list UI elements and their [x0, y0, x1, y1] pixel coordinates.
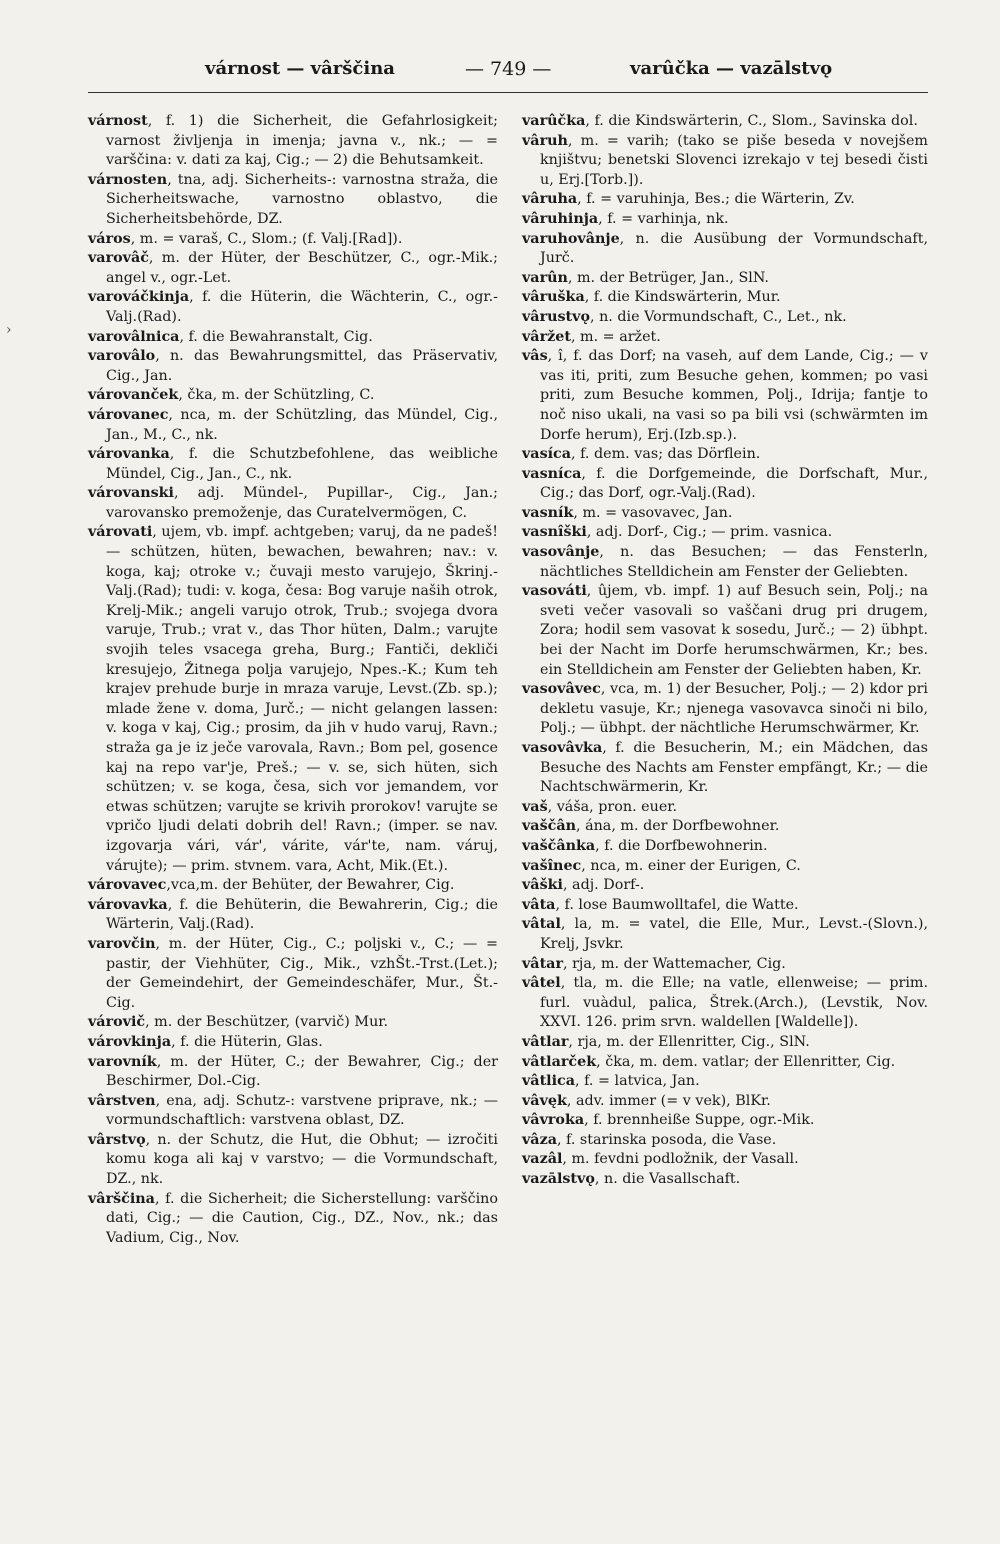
entry-headword: vâs — [522, 348, 548, 365]
entry-headword: varovčin — [88, 935, 156, 952]
entry-headword: vâtlarček — [522, 1053, 597, 1070]
entry-headword: várovanec — [88, 406, 169, 423]
entry-definition: , nca, m. einer der Eurigen, C. — [581, 857, 801, 874]
entry-headword: várovanski — [88, 485, 174, 502]
entry-definition: , f. = varhinja, nk. — [598, 210, 729, 227]
entry-definition: , f. die Hüterin, die Wächterin, C., ogr.-Valj.(Rad). — [106, 289, 498, 325]
dictionary-entry — [522, 1072, 928, 1092]
entry-definition: , váša, pron. euer. — [547, 798, 678, 815]
running-header — [0, 58, 1000, 88]
dictionary-entry — [522, 504, 928, 524]
dictionary-entry — [88, 406, 498, 445]
entry-headword: vâta — [522, 896, 556, 913]
dictionary-entry — [522, 1150, 928, 1170]
dictionary-entry — [522, 1111, 928, 1131]
dictionary-entry — [88, 896, 498, 935]
entry-headword: vâvęk — [522, 1092, 567, 1109]
dictionary-entry — [88, 445, 498, 484]
entry-headword: várovanka — [88, 446, 170, 463]
entry-headword: vasovâvka — [522, 740, 603, 756]
dictionary-entry — [522, 582, 928, 680]
dictionary-entry — [522, 915, 928, 954]
entry-definition: , f. die Kindswärterin, Mur. — [584, 289, 781, 306]
entry-definition: , čka, m. der Schützling, C. — [178, 387, 375, 404]
entry-definition: , f. die Schutzbefohlene, das weibliche Mündel, Cig., Jan., C., nk. — [106, 446, 498, 482]
dictionary-entry — [522, 190, 928, 210]
dictionary-entry — [88, 523, 498, 876]
entry-headword: varuhovânje — [522, 230, 620, 247]
dictionary-entry — [88, 1013, 498, 1033]
header-rule — [88, 92, 928, 93]
header-left-guide-words: várnost — vârščina — [205, 58, 395, 79]
entry-definition: , čka, m. dem. vatlar; der Ellenritter, Cig. — [596, 1053, 896, 1070]
entry-definition: ,vca,m. der Behüter, der Bewahrer, Cig. — [166, 877, 455, 894]
entry-headword: várovavec — [88, 877, 167, 894]
dictionary-entry — [88, 347, 498, 386]
entry-headword: vârščina — [88, 1190, 155, 1207]
entry-headword: varûčka — [522, 113, 586, 129]
entry-definition: , tna, adj. Sicherheits-: varnostna straža, die Sicherheitswache, varnostno oblastvo, die Sicherheitsbehörde, DZ. — [106, 171, 498, 227]
entry-headword: varovâlo — [88, 348, 156, 365]
dictionary-entry — [88, 1033, 498, 1053]
entry-headword: vaščânka — [522, 837, 596, 854]
dictionary-entry — [88, 288, 498, 327]
entry-definition: , vca, m. 1) der Besucher, Polj.; — 2) kdor pri dekletu vasuje, Kr.; njenega vasovavca sinoči ni bilo, Polj.; — übhpt. der nächtliche Herumschwärmer, Kr. — [540, 681, 928, 737]
entry-definition: , n. das Besuchen; — das Fensterln, nächtliches Stelldichein am Fenster der Geliebten. — [540, 544, 928, 580]
dictionary-entry — [522, 817, 928, 837]
entry-definition: , f. die Dorfbewohnerin. — [595, 837, 768, 854]
margin-mark: › — [6, 322, 12, 338]
dictionary-entry — [522, 328, 928, 348]
dictionary-entry — [522, 876, 928, 896]
entry-definition: , f. dem. vas; das Dörflein. — [571, 446, 761, 463]
entry-definition: , ena, adj. Schutz-: varstvene pripravе, nk.; — vormundschaftlich: varstvena oblast, DZ. — [106, 1092, 498, 1129]
entry-headword: város — [88, 230, 131, 247]
entry-headword: varovník — [88, 1053, 157, 1070]
entry-headword: varovâč — [88, 250, 149, 267]
dictionary-entry — [88, 112, 498, 171]
dictionary-entry — [522, 974, 928, 1033]
entry-definition: , ûjem, vb. impf. 1) auf Besuch sein, Polj.; na sveti večer vasovali so vaščani drug pri drugem, Zora; hodil sem vasovat k sosedu, Jurč.; — 2) übhpt. bei der Nacht im Dorfe herumschwärmen, Kr.; bes. ein Stelldichein am Fenster der Geliebten haben, Kr. — [540, 583, 928, 678]
dictionary-entry — [522, 210, 928, 230]
entry-headword: vazâl — [522, 1151, 563, 1168]
entry-definition: , tla, m. die Elle; na vatle, ellenweise; — prim. furl. vuàdul, palica, Štrek.(Arch.), (Levstik, Nov. XXVI. 126. prim srvn. waldellen [Waldelle]). — [540, 975, 928, 1031]
dictionary-entry — [88, 876, 498, 896]
entry-headword: vaš — [522, 798, 548, 815]
entry-headword: vasováti — [522, 583, 587, 600]
dictionary-entry — [522, 1131, 928, 1151]
entry-headword: vašînec — [522, 857, 582, 874]
entry-definition: , n. die Vormundschaft, C., Let., nk. — [590, 308, 847, 325]
entry-headword: vâški — [522, 877, 563, 894]
dictionary-entry — [522, 308, 928, 328]
entry-definition: , n. der Schutz, die Hut, die Obhut; — izročiti komu koga ali kaj v varstvo; — die Vormundschaft, DZ., nk. — [106, 1131, 498, 1188]
entry-headword: varováčkinja — [88, 289, 190, 306]
dictionary-entry — [88, 230, 498, 250]
entry-definition: , adj. Dorf-. — [562, 877, 645, 894]
entry-headword: vasovânje — [522, 544, 600, 561]
entry-definition: , f. die Hüterin, Glas. — [171, 1033, 323, 1050]
entry-headword: vârustvǫ — [522, 308, 590, 325]
entry-definition: , m. = vasovavec, Jan. — [573, 504, 733, 521]
entry-definition: , m. fevdni podložnik, der Vasall. — [562, 1151, 799, 1168]
entry-headword: vâruhinja — [522, 210, 599, 227]
entry-definition: , adj. Dorf-, Cig.; — prim. vasnica. — [586, 524, 833, 541]
dictionary-entry — [522, 955, 928, 975]
entry-definition: , f. = varuhinja, Bes.; die Wärterin, Zv. — [577, 191, 855, 208]
entry-definition: , m. der Hüter, der Beschützer, C., ogr.-Mik.; angel v., ogr.-Let. — [106, 250, 498, 286]
dictionary-entry — [88, 935, 498, 1013]
entry-headword: vâvroka — [522, 1112, 585, 1129]
entry-headword: vârstven — [88, 1092, 156, 1109]
entry-headword: vasníca — [522, 465, 582, 482]
entry-headword: várnost — [88, 113, 148, 129]
entry-definition: , adj. Mündel-, Pupillar-, Cig., Jan.; varovansko premoženje, das Curatelvermögen, C. — [106, 485, 498, 521]
dictionary-entry — [522, 230, 928, 269]
entry-headword: vasíca — [522, 446, 572, 463]
dictionary-entry — [522, 543, 928, 582]
dictionary-entry — [522, 1033, 928, 1053]
entry-headword: varovâlnica — [88, 328, 180, 345]
dictionary-entry — [522, 680, 928, 739]
entry-headword: vârstvǫ — [88, 1131, 146, 1148]
dictionary-entry — [88, 1092, 498, 1131]
dictionary-entry — [522, 1092, 928, 1112]
entry-definition: , ána, m. der Dorfbewohner. — [575, 818, 780, 835]
entry-definition: , ujem, vb. impf. achtgeben; varuj, da ne padeš! — schützen, hüten, bewachen, bewahren; nav.: v. koga, kaj; otroke v.; čuvaji mesto varujejo, Škrinj.-Valj.(Rad); tudi: v. koga, česa: Bog varuje naših otrok, Krelj-Mik.; angeli varujo otrok, Trub.; svojega dvora varuje, Trub.; vrat v., das Thor hüten, Dalm.; varujte svojih teles vsacega greha, Burg.; Fantiči, dekliči kresujejo, Žitnega polja varujejo, Npes.-K.; Kum teh krajev prehude burje in mraza varuje, Levst.(Zb. sp.); mlade žene v. doma, Jurč.; — nicht gelangen lassen: v. koga v kaj, Cig.; prosim, da jih v hudo varuj, Ravn.; straža ga je iz ječe varovala, Ravn.; Bom pel, gosence kaj na repo var'je, Preš.; — v. se, sich hüten, sich schützen; v. se koga, česa, sich vor jemandem, vor etwas schützen; varujte se krivih prorokov! varujte se vpričo ljudi delati dobrih del! Ravn.; (imper. se nav. izgovarja vári, vár', várite, vár'te, nam. váruj, várujte); — prim. stvnem. vara, Acht, Mik.(Et.). — [106, 524, 498, 874]
header-right-guide-words: varûčka — vazālstvǫ — [630, 58, 833, 79]
entry-headword: vâtel — [522, 975, 561, 992]
entry-definition: , m. der Hüter, C.; der Bewahrer, Cig.; der Beschirmer, Dol.-Cig. — [106, 1053, 498, 1090]
entry-definition: , f. 1) die Sicherheit, die Gefahrlosigkeit; varnost življenja in imenja; javna v., nk.; — = varščina: v. dati za kaj, Cig.; — 2) die Behutsamkeit. — [106, 113, 498, 169]
entry-definition: , f. = latvica, Jan. — [575, 1073, 700, 1090]
page-number: — 749 — — [465, 58, 552, 80]
entry-headword: vasovâvec — [522, 681, 601, 698]
entry-definition: , f. die Besucherin, M.; ein Mädchen, das Besuche des Nachts am Fenster empfängt, Kr.; — die Nachtschwärmerin, Kr. — [540, 740, 928, 796]
entry-definition: , rja, m. der Wattemacher, Cig. — [562, 955, 786, 972]
entry-definition: , f. die Kindswärterin, C., Slom., Savinska dol. — [585, 113, 918, 129]
dictionary-entry — [522, 269, 928, 289]
dictionary-entry — [522, 288, 928, 308]
entry-headword: várovavka — [88, 896, 168, 913]
dictionary-entry — [522, 347, 928, 445]
dictionary-entry — [522, 445, 928, 465]
entry-definition: , m. der Beschützer, (varvič) Mur. — [145, 1014, 389, 1031]
dictionary-entry — [88, 1190, 498, 1249]
entry-headword: vazālstvǫ — [522, 1171, 595, 1188]
dictionary-entry — [522, 837, 928, 857]
entry-definition: , m. der Betrüger, Jan., SlN. — [567, 269, 769, 286]
left-column — [88, 112, 498, 1248]
dictionary-entry — [522, 739, 928, 798]
entry-headword: vaščân — [522, 818, 576, 835]
entry-headword: várovič — [88, 1014, 146, 1031]
entry-definition: , rja, m. der Ellenritter, Cig., SlN. — [568, 1033, 810, 1050]
dictionary-entry — [522, 798, 928, 818]
dictionary-entry — [88, 249, 498, 288]
entry-headword: várnosten — [88, 171, 168, 188]
dictionary-entry — [522, 112, 928, 132]
entry-definition: , m. = varaš, C., Slom.; (f. Valj.[Rad]). — [130, 230, 403, 247]
entry-headword: vâtlica — [522, 1073, 576, 1090]
dictionary-entry — [522, 1053, 928, 1073]
entry-definition: , f. die Behüterin, die Bewahrerin, Cig.; die Wärterin, Valj.(Rad). — [106, 896, 498, 933]
entry-headword: várovanček — [88, 387, 179, 404]
dictionary-entry — [88, 328, 498, 348]
dictionary-entry — [88, 171, 498, 230]
dictionary-entry — [522, 896, 928, 916]
entry-headword: vasník — [522, 504, 574, 521]
entry-headword: vâruška — [522, 289, 585, 306]
entry-headword: vâtal — [522, 916, 561, 933]
entry-definition: , n. die Vasallschaft. — [594, 1171, 741, 1188]
entry-definition: , î, f. das Dorf; na vaseh, auf dem Lande, Cig.; — v vas iti, priti, zum Besuche gehen, kommen; po vasi priti, zum Besuche kommen, Polj., Idrija; fantje to noč niso ukali, na vasi so pa bili vsi (schwärmten im Dorfe herum), Erj.(Izb.sp.). — [540, 348, 928, 443]
entry-definition: , f. lose Baumwolltafel, die Watte. — [555, 896, 799, 913]
entry-headword: vasnîški — [522, 524, 587, 541]
dictionary-entry — [88, 386, 498, 406]
entry-definition: , m. = aržet. — [570, 328, 661, 345]
dictionary-entry — [522, 523, 928, 543]
entry-headword: vâržet — [522, 328, 571, 345]
entry-headword: vâza — [522, 1131, 557, 1148]
entry-headword: várovati — [88, 524, 153, 541]
entry-headword: varûn — [522, 269, 568, 286]
entry-definition: , f. die Bewahranstalt, Cig. — [179, 328, 373, 345]
entry-definition: , n. die Ausübung der Vormundschaft, Jurč. — [540, 230, 928, 267]
dictionary-entry — [522, 1170, 928, 1190]
dictionary-entry — [522, 857, 928, 877]
entry-definition: , f. starinska posoda, die Vase. — [556, 1131, 777, 1148]
right-column — [522, 112, 928, 1190]
dictionary-entry — [522, 465, 928, 504]
entry-definition: , la, m. = vatel, die Elle, Mur., Levst.-(Slovn.), Krelj, Jsvkr. — [540, 916, 928, 952]
entry-definition: , f. die Dorfgemeinde, die Dorfschaft, Mur., Cig.; das Dorf, ogr.-Valj.(Rad). — [540, 465, 928, 502]
dictionary-entry — [522, 132, 928, 191]
dictionary-entry — [88, 484, 498, 523]
entry-headword: vâtlar — [522, 1033, 569, 1050]
entry-definition: , adv. immer (= v vek), BlKr. — [566, 1092, 771, 1109]
entry-definition: , m. der Hüter, Cig., C.; poljski v., C.; — = pastir, der Viehhüter, Cig., Mik., vzhŠt.-Trst.(Let.); der Gemeindehirt, der Gemeindeschäfer, Mur., Št.-Cig. — [106, 935, 498, 1011]
entry-definition: , f. die Sicherheit; die Sicherstellung: varščino dati, Cig.; — die Caution, Cig., DZ., Nov., nk.; das Vadium, Cig., Nov. — [106, 1190, 498, 1246]
entry-headword: vâtar — [522, 955, 563, 972]
dictionary-entry — [88, 1053, 498, 1092]
entry-headword: várovkinja — [88, 1033, 172, 1050]
entry-definition: , n. das Bewahrungsmittel, das Präservativ, Cig., Jan. — [106, 348, 498, 384]
entry-definition: , m. = varih; (tako se piše beseda v novejšem knjištvu; benetski Slovenci izrekajo v tej besedi čisti u, Erj.[Torb.]). — [540, 132, 928, 188]
entry-definition: , f. brennheiße Suppe, ogr.-Mik. — [584, 1112, 815, 1129]
entry-definition: , nca, m. der Schützling, das Mündel, Cig., Jan., M., C., nk. — [106, 406, 498, 443]
entry-headword: vâruh — [522, 132, 568, 149]
dictionary-entry — [88, 1131, 498, 1190]
entry-headword: vâruha — [522, 191, 578, 208]
